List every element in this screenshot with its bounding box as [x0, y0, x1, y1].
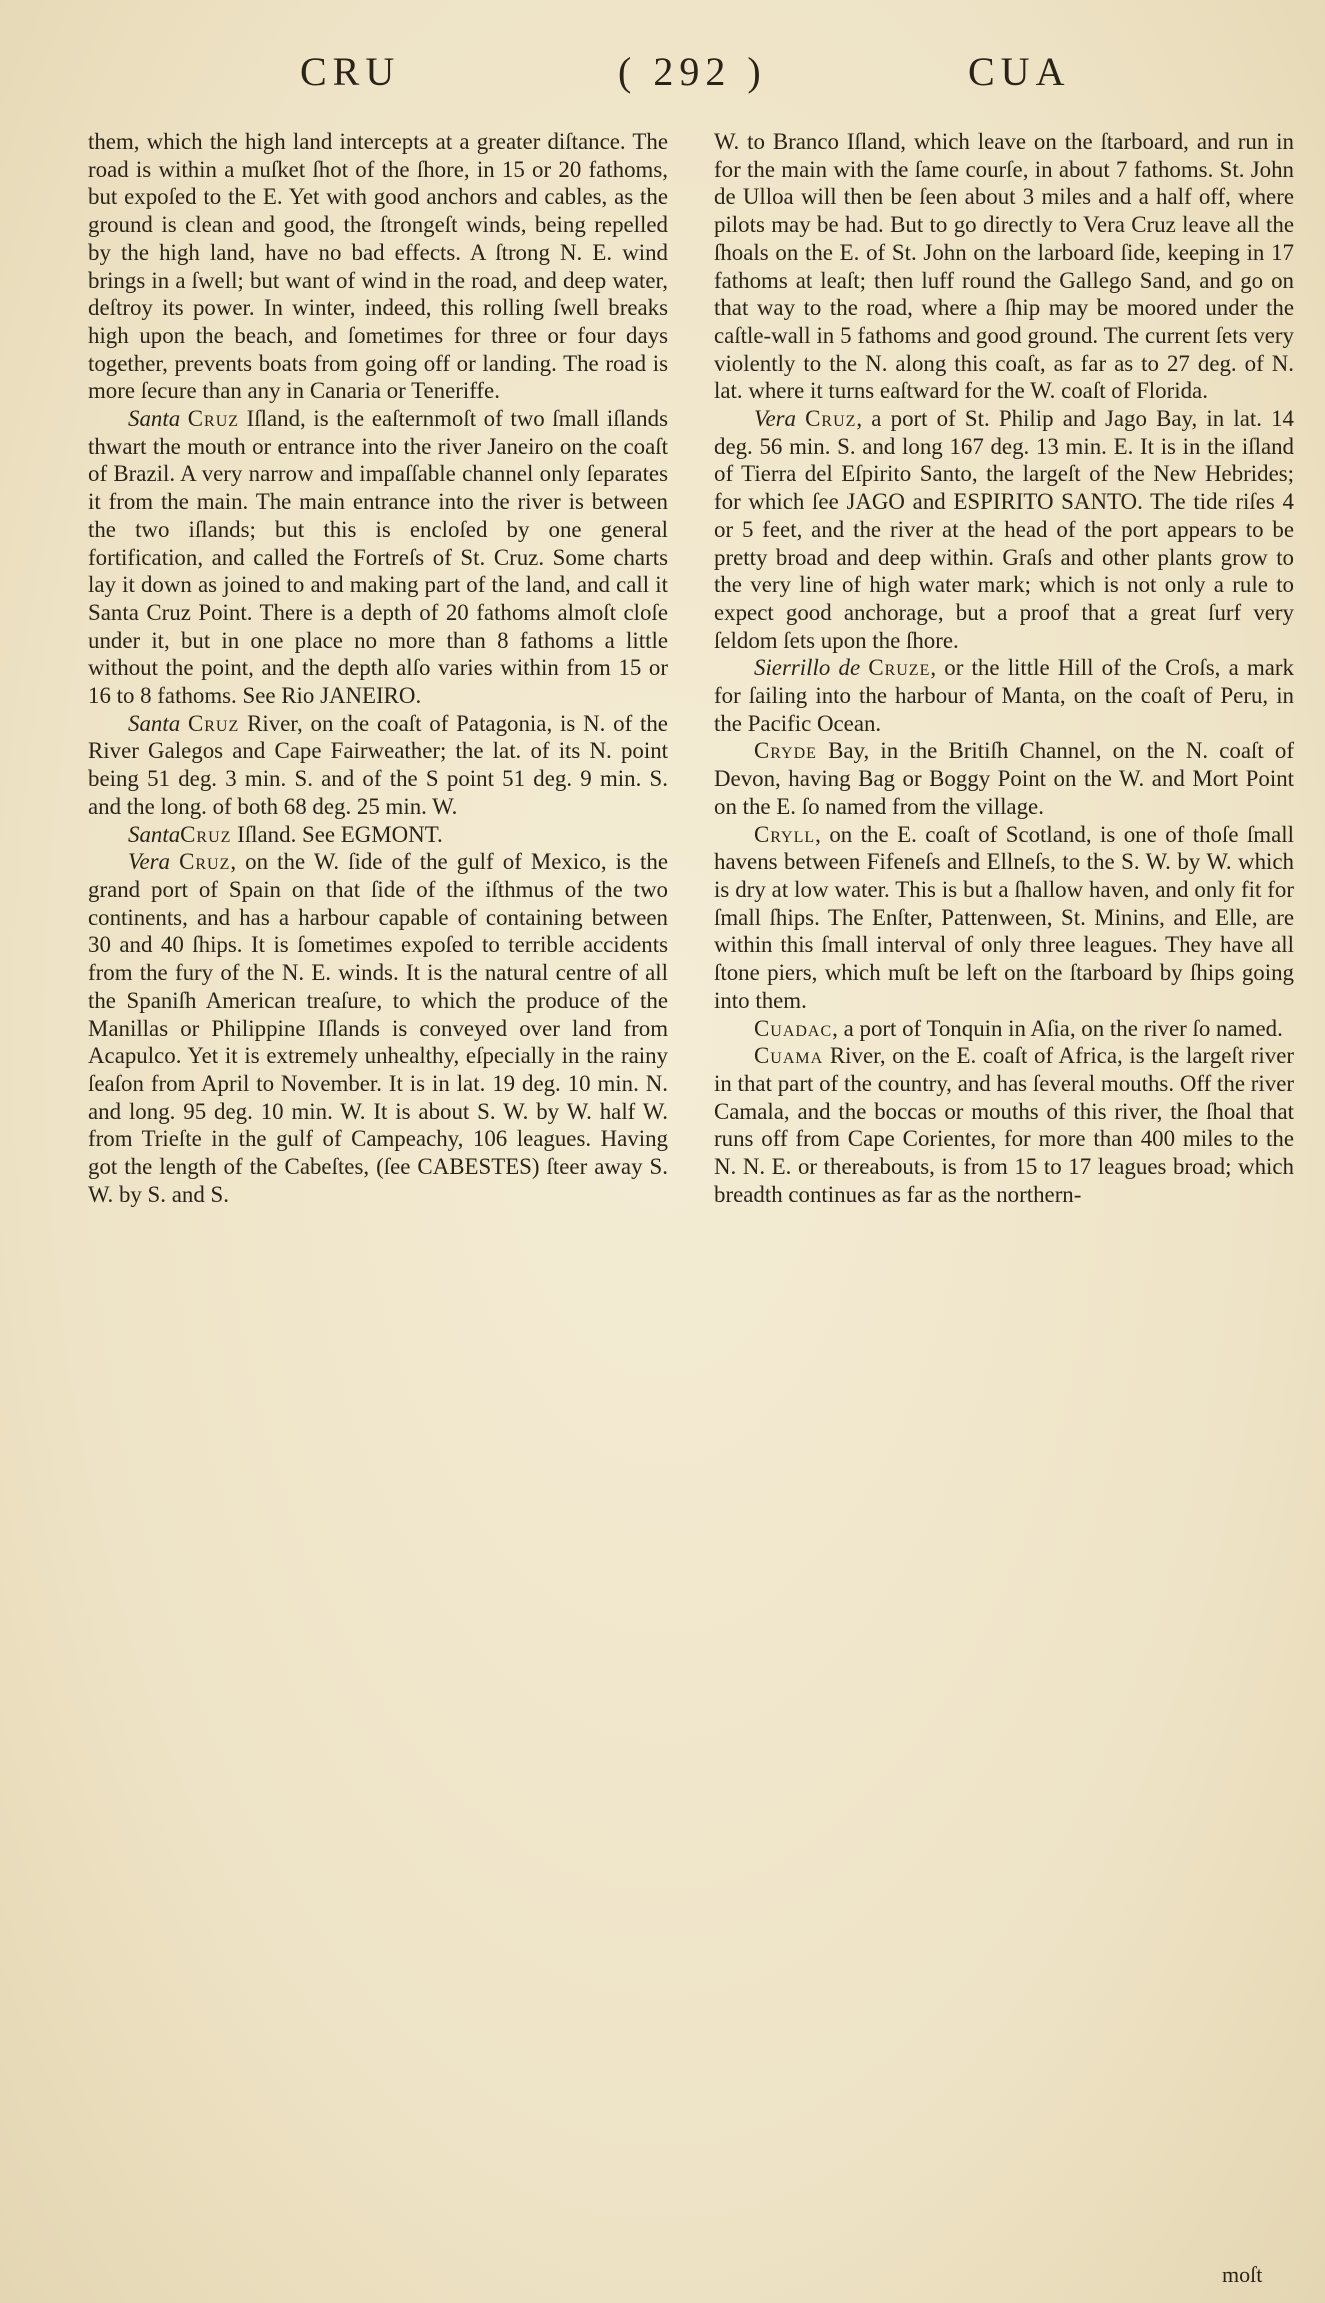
header-left-guide-word: CRU: [300, 49, 401, 94]
entry-text: River, on the E. coaſt of Africa, is the largeſt river in that part of the country, and has ſeveral mouths. Off the river Camala, and the boccas or mouths of this river, the ſhoal that runs off from Cape Corientes, for more than 400 miles to the N. N. E. or thereabouts, is from 15 to 17 leagues broad; which breadth continues as far as the northern-: [714, 1043, 1294, 1207]
entry-text: River, on the coaſt of Patagonia, is N. of the River Galegos and Cape Fairweather; the lat. of its N. point being 51 deg. 3 min. S. and of the S point 51 deg. 9 min. S. and the long. of both 68 deg. 25 min. W.: [88, 710, 668, 819]
catchword: moſt: [1222, 2262, 1263, 2287]
entry-headword: Cryll: [754, 821, 816, 847]
entry-headword: Cruz: [805, 406, 857, 432]
entry-text: Bay, in the Britiſh Channel, on the N. coaſt of Devon, having Bag or Boggy Point on the W. and Mort Point on the E. ſo named from the village.: [714, 738, 1294, 819]
running-header: [0, 48, 1325, 118]
entry-text: , on the E. coaſt of Scotland, is one of thoſe ſmall havens between Fifeneſs and Ellneſs, to the S. W. by W. which is dry at low water. This is but a ſhallow haven, and only fit for ſmall ſhips. The Enſter, Pattenween, St. Minins, and Elle, are within this ſmall interval of only three leagues. They have all ſtone piers, which muſt be left on the ſtarboard by ſhips going into them.: [714, 821, 1294, 1013]
entry-headword: Cruze: [868, 655, 931, 681]
entry-headword: Cruz: [187, 710, 240, 736]
entry-paragraph: [88, 405, 668, 710]
entry-paragraph: [714, 821, 1294, 1015]
entry-prefix: Vera: [754, 406, 796, 432]
entry-text: Iſland, is the eaſternmoſt of two ſmall iſlands thwart the mouth or entrance into the river Janeiro on the coaſt of Brazil. A very narrow and impaſſable channel only ſeparates it from the main. The main entrance into the river is between the two iſlands; but this is encloſed by one general fortification, and called the Fortreſs of St. Cruz. Some charts lay it down as joined to and making part of the land, and call it Santa Cruz Point. There is a depth of 20 fathoms almoſt cloſe under it, but in one place no more than 8 fathoms a little without the point, and the depth alſo varies within from 15 or 16 to 8 fathoms. See Rio JANEIRO.: [88, 406, 668, 709]
left-column: [88, 128, 668, 1208]
entry-prefix: Sierrillo de: [754, 655, 861, 681]
entry-paragraph: [714, 737, 1294, 820]
page-number: ( 292 ): [618, 49, 767, 94]
entry-headword: Cruz: [180, 821, 232, 847]
entry-headword: Cuadac: [754, 1015, 833, 1041]
entry-text: them, which the high land intercepts at a greater diſtance. The road is within a muſket ſhot of the ſhore, in 15 or 20 fathoms, but expoſed to the E. Yet with good anchors and cables, as the ground is clean and good, the ſtrongeſt winds, being repelled by the high land, have no bad effects. A ſtrong N. E. wind brings in a ſwell; but want of wind in the road, and deep water, deſtroy its power. In winter, indeed, this rolling ſwell breaks high upon the beach, and ſometimes for three or four days together, prevents boats from going off or landing. The road is more ſecure than any in Canaria or Teneriffe.: [88, 129, 668, 404]
entry-paragraph: [714, 1042, 1294, 1208]
entry-text: , a port of St. Philip and Jago Bay, in lat. 14 deg. 56 min. S. and long 167 deg. 13 min. E. It is in the iſland of Tierra del Eſpirito Santo, the largeſt of the New Hebrides; for which ſee JAGO and ESPIRITO SANTO. The tide riſes 4 or 5 feet, and the river at the head of the port appears to be pretty broad and deep within. Graſs and other plants grow to the very line of high water mark; which is not only a rule to expect good anchorage, but a proof that a great ſurf very ſeldom ſets upon the ſhore.: [714, 406, 1294, 653]
entry-prefix: Santa: [128, 406, 181, 432]
entry-prefix: Vera: [128, 849, 170, 875]
entry-headword: Cryde: [754, 738, 817, 764]
entry-headword: Cuama: [754, 1043, 824, 1069]
entry-headword: Cruz: [187, 406, 240, 432]
entry-text: , or the little Hill of the Croſs, a mark for ſailing into the harbour of Manta, on the coaſt of Peru, in the Pacific Ocean.: [714, 655, 1294, 736]
entry-paragraph: [714, 128, 1294, 405]
entry-paragraph: [88, 821, 668, 849]
entry-prefix: Santa: [128, 710, 181, 736]
entry-text: , on the W. ſide of the gulf of Mexico, is the grand port of Spain on that ſide of the iſthmus of the two continents, and has a harbour capable of containing between 30 and 40 ſhips. It is ſometimes expoſed to terrible accidents from the fury of the N. E. winds. It is the natural centre of all the Spaniſh American treaſure, to which the produce of the Manillas or Philippine Iſlands is conveyed over land from Acapulco. Yet it is extremely unhealthy, eſpecially in the rainy ſeaſon from April to November. It is in lat. 19 deg. 10 min. N. and long. 95 deg. 10 min. W. It is about S. W. by W. half W. from Trieſte in the gulf of Campeachy, 106 leagues. Having got the length of the Cabeſtes, (ſee CABESTES) ſteer away S. W. by S. and S.: [88, 849, 668, 1207]
header-right-guide-word: CUA: [968, 49, 1071, 94]
entry-paragraph: [714, 654, 1294, 737]
entry-paragraph: [714, 405, 1294, 654]
entry-text: , a port of Tonquin in Aſia, on the river ſo named.: [832, 1015, 1283, 1041]
entry-paragraph: [88, 128, 668, 405]
entry-prefix: Santa: [128, 821, 181, 847]
entry-paragraph: [88, 848, 668, 1208]
entry-headword: Cruz: [179, 849, 231, 875]
entry-text: Iſland. See EGMONT.: [237, 821, 443, 847]
right-column: [714, 128, 1294, 1208]
entry-paragraph: [88, 710, 668, 821]
entry-text: W. to Branco Iſland, which leave on the ſtarboard, and run in for the main with the ſame courſe, in about 7 fathoms. St. John de Ulloa will then be ſeen about 3 miles and a half off, where pilots may be had. But to go directly to Vera Cruz leave all the ſhoals on the E. of St. John on the larboard ſide, keeping in 17 fathoms at leaſt; then luff round the Gallego Sand, and go on that way to the road, where a ſhip may be moored under the caſtle-wall in 5 fathoms and good ground. The current ſets very violently to the N. along this coaſt, as far as to 27 deg. of N. lat. where it turns eaſtward for the W. coaſt of Florida.: [714, 129, 1294, 404]
entry-paragraph: [714, 1015, 1294, 1043]
